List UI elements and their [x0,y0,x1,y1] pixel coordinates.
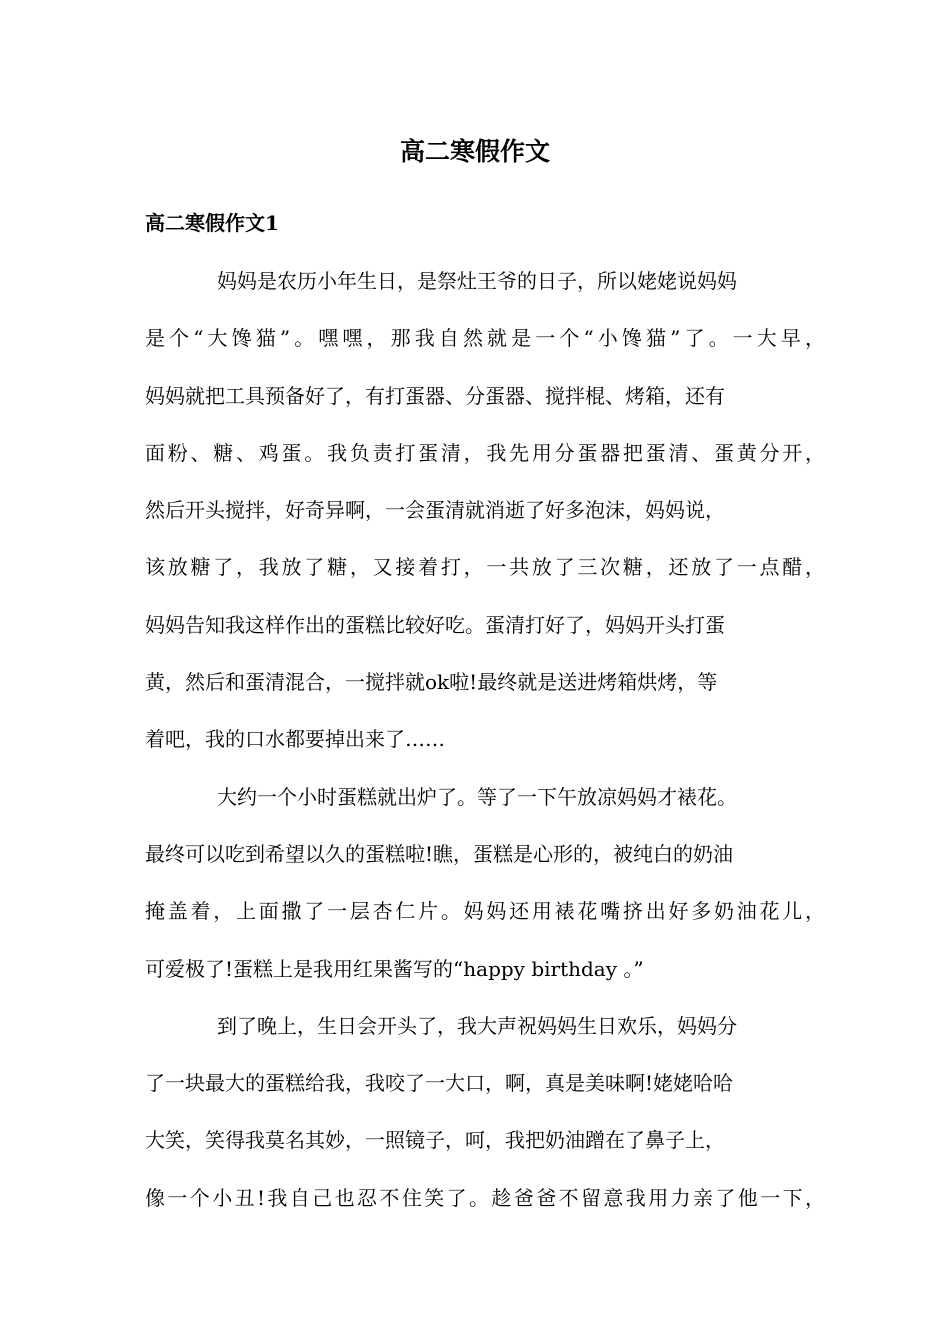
paragraph-line: 然后开头搅拌，好奇异啊，一会蛋清就消逝了好多泡沫，妈妈说， [145,498,725,523]
paragraph-line: 妈妈就把工具预备好了，有打蛋器、分蛋器、搅拌棍、烤箱，还有 [145,383,725,408]
paragraph-line: 大约一个小时蛋糕就出炉了。等了一下午放凉妈妈才裱花。 [217,784,737,809]
paragraph-line: 了一块最大的蛋糕给我，我咬了一大口，啊，真是美味啊!姥姥哈哈 [145,1071,734,1096]
paragraph-line: 是个“大馋猫”。嘿嘿，那我自然就是一个“小馋猫”了。一大早， [145,326,825,351]
document-body [145,261,825,1235]
paragraph-line: 大笑，笑得我莫名其妙，一照镜子，呵，我把奶油蹭在了鼻子上， [145,1128,725,1153]
paragraph-line: 该放糖了，我放了糖，又接着打，一共放了三次糖，还放了一点醋， [145,555,825,580]
paragraph-line: 掩盖着，上面撒了一层杏仁片。妈妈还用裱花嘴挤出好多奶油花儿， [145,899,825,924]
document-title: 高二寒假作文 [399,137,550,166]
paragraph-line: 黄，然后和蛋清混合，一搅拌就ok啦!最终就是送进烤箱烘烤，等 [145,670,718,695]
section-heading: 高二寒假作文1 [145,211,279,235]
paragraph-line: 面粉、糖、鸡蛋。我负责打蛋清，我先用分蛋器把蛋清、蛋黄分开， [145,440,825,465]
paragraph-line: 像一个小丑!我自己也忍不住笑了。趁爸爸不留意我用力亲了他一下， [145,1185,825,1210]
paragraph-line: 妈妈告知我这样作出的蛋糕比较好吃。蛋清打好了，妈妈开头打蛋 [145,612,725,637]
paragraph-line: 可爱极了!蛋糕上是我用红果酱写的“happy birthday 。” [145,956,644,981]
paragraph-line: 着吧，我的口水都要掉出来了…… [145,727,445,752]
paragraph-line: 到了晚上，生日会开头了，我大声祝妈妈生日欢乐，妈妈分 [217,1013,737,1038]
paragraph-line: 妈妈是农历小年生日，是祭灶王爷的日子，所以姥姥说妈妈 [217,269,737,293]
paragraph-line: 最终可以吃到希望以久的蛋糕啦!瞧，蛋糕是心形的，被纯白的奶油 [145,841,734,866]
